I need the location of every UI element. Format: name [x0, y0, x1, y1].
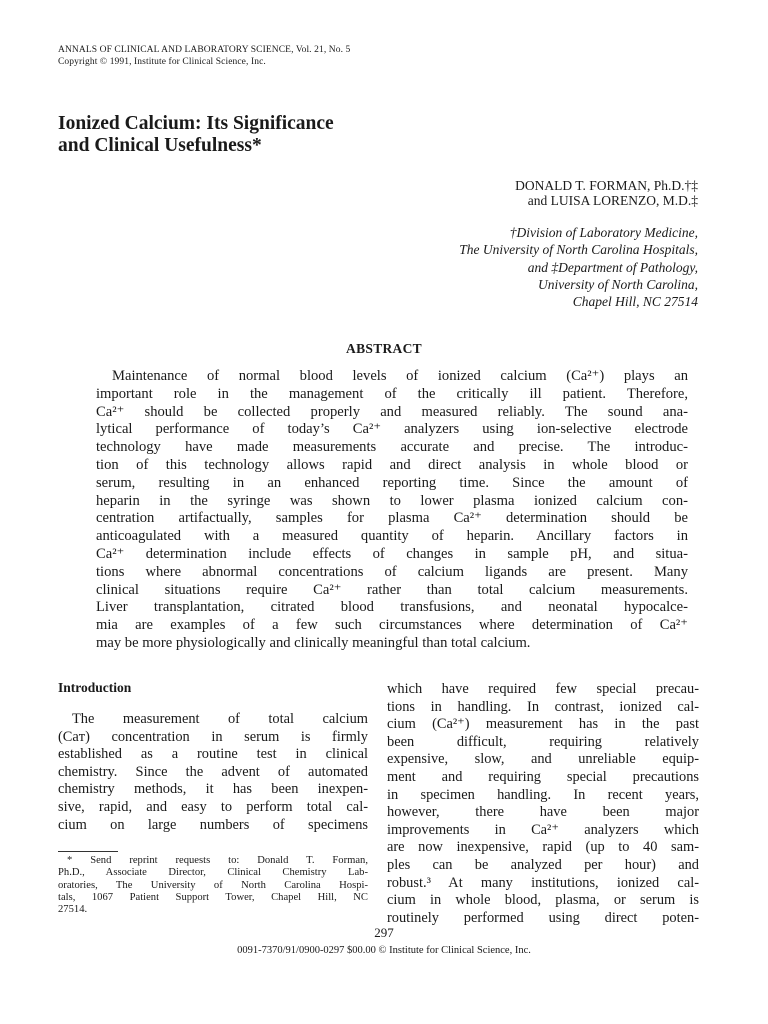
body-line: established as a routine test in clinical — [58, 746, 368, 763]
body-line: sive, rapid, and easy to perform total cal- — [58, 798, 368, 815]
body-line: robust.³ At many institutions, ionized cal- — [387, 874, 699, 891]
body-line: routinely performed using direct poten- — [387, 909, 699, 926]
paper-title — [58, 113, 478, 157]
author-line-1: DONALD T. FORMAN, Ph.D.†‡ — [515, 178, 698, 193]
abstract-line: mia are examples of a few such circumstances where determination of Ca²⁺ — [96, 617, 688, 634]
abstract-line: Liver transplantation, citrated blood transfusions, and neonatal hypocalce- — [96, 599, 688, 616]
affiliation-line: †Division of Laboratory Medicine, — [509, 225, 698, 240]
abstract-line: serum, resulting in an enhanced reporting time. Since the amount of — [96, 474, 688, 491]
footnote — [58, 855, 368, 916]
affiliation-line: and ‡Department of Pathology, — [527, 259, 698, 275]
footnote-line: tals, 1067 Patient Support Tower, Chapel Hill, NC — [58, 891, 368, 903]
abstract-line: lytical performance of today’s Ca²⁺ analyzers using ion-selective electrode — [96, 421, 688, 438]
affiliation-line: Chapel Hill, NC 27514 — [572, 294, 698, 310]
footnote-line: Ph.D., Associate Director, Clinical Chemistry Lab- — [58, 867, 368, 879]
affiliation-line: University of North Carolina, — [537, 276, 698, 292]
title-line-1: Ionized Calcium: Its Significance — [58, 113, 334, 134]
body-line: however, there have been major — [387, 804, 699, 821]
abstract-line: tions where abnormal concentrations of calcium ligands are present. Many — [96, 563, 688, 580]
abstract-body — [96, 368, 688, 653]
abstract-line: Maintenance of normal blood levels of ionized calcium (Ca²⁺) plays an — [112, 368, 688, 384]
affiliation-block — [459, 224, 698, 310]
affiliation-line: The University of North Carolina Hospitals, — [459, 242, 698, 258]
body-line: cium in whole blood, plasma, or serum is — [387, 892, 699, 909]
footnote-line: * Send reprint requests to: Donald T. Forman, — [67, 855, 368, 866]
journal-header — [58, 44, 618, 68]
body-line: ment and requiring special precautions — [387, 768, 699, 785]
body-line: cium on large numbers of specimens — [58, 816, 368, 833]
abstract-line: may be more physiologically and clinically meaningful than total calcium. — [96, 634, 531, 651]
body-line: chemistry. Since the advent of automated — [58, 763, 368, 780]
page-number: 297 — [374, 925, 394, 940]
abstract-line: heparin in the syringe was shown to lower plasma ionized calcium con- — [96, 492, 688, 509]
journal-citation: ANNALS OF CLINICAL AND LABORATORY SCIENCE, Vol. 21, No. 5 — [58, 45, 351, 55]
footnote-line: 27514. — [58, 904, 88, 916]
title-line-2: and Clinical Usefulness* — [58, 135, 262, 156]
body-line: The measurement of total calcium — [72, 711, 368, 727]
body-line: in specimen handling. In recent years, — [387, 786, 699, 803]
body-line: are now inexpensive, rapid (up to 40 sam- — [387, 839, 699, 856]
body-line: cium (Ca²⁺) measurement has in the past — [387, 716, 699, 733]
body-column-right — [387, 681, 699, 927]
abstract-line: important role in the management of the critically ill patient. Therefore, — [96, 385, 688, 402]
footnote-line: oratories, The University of North Carolina Hospi- — [58, 879, 368, 891]
body-line: (Caᴛ) concentration in serum is firmly — [58, 728, 368, 745]
body-line: been difficult, requiring relatively — [387, 733, 699, 750]
body-line: ples can be analyzed per hour) and — [387, 856, 699, 873]
abstract-line: clinical situations require Ca²⁺ rather than total calcium measurements. — [96, 581, 688, 598]
abstract-line: Ca²⁺ determination include effects of changes in sample pH, and situa- — [96, 545, 688, 562]
body-line: chemistry methods, it has been inexpen- — [58, 781, 368, 798]
footnote-divider — [58, 851, 118, 852]
footer-identifier: 0091-7370/91/0900-0297 $00.00 © Institute for Clinical Science, Inc. — [237, 945, 531, 956]
abstract-line: tion of this technology allows rapid and direct analysis in whole blood or — [96, 456, 688, 473]
abstract-heading: ABSTRACT — [346, 341, 422, 356]
abstract-line: anticoagulated with a measured quantity of heparin. Ancillary factors in — [96, 528, 688, 545]
abstract-line: Ca²⁺ should be collected properly and measured reliably. The sound ana- — [96, 403, 688, 420]
body-line: tions in handling. In contrast, ionized cal- — [387, 698, 699, 715]
body-line: which have required few special precau- — [387, 681, 699, 697]
copyright-notice: Copyright © 1991, Institute for Clinical Science, Inc. — [58, 57, 266, 67]
author-line-2: and LUISA LORENZO, M.D.‡ — [527, 193, 698, 208]
body-column-left — [58, 711, 368, 834]
section-heading-introduction: Introduction — [58, 680, 132, 695]
abstract-line: centration artifactually, samples for plasma Ca²⁺ determination should be — [96, 510, 688, 527]
body-line: improvements in Ca²⁺ analyzers which — [387, 821, 699, 838]
body-line: expensive, slow, and unreliable equip- — [387, 751, 699, 768]
author-block — [515, 178, 698, 208]
abstract-line: technology have made measurements accurate and precise. The introduc- — [96, 439, 688, 456]
